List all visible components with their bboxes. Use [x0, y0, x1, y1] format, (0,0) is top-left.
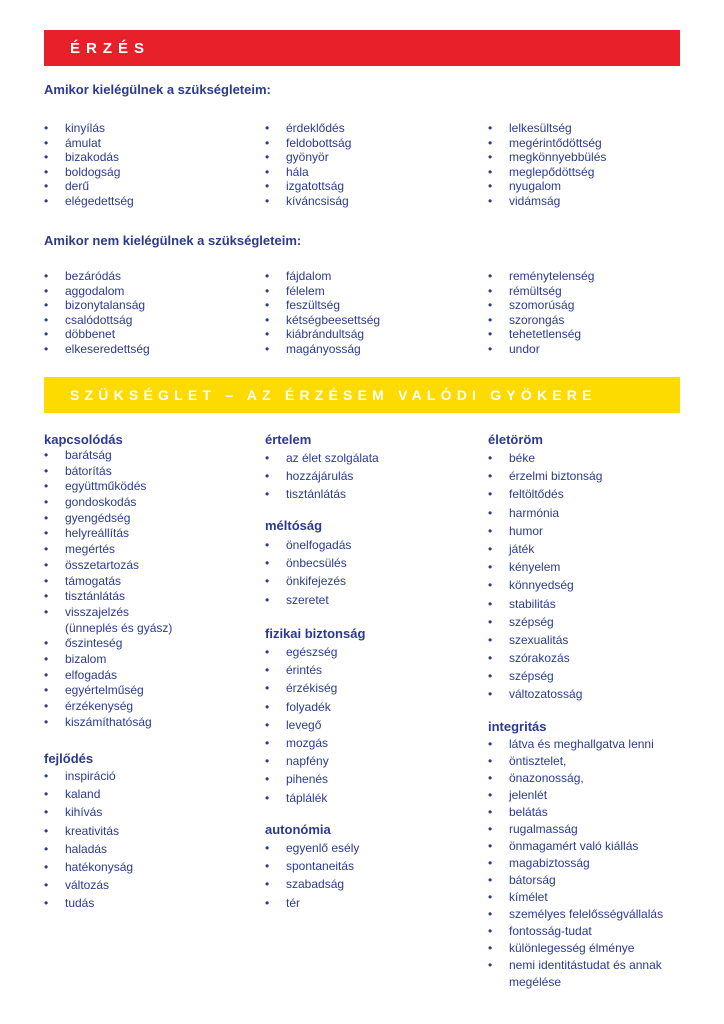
unmet-feelings-col-1-item: • elkeseredettség	[44, 342, 150, 357]
category-list-fejlodes-item: • haladás	[44, 840, 133, 858]
category-list-kapcsolodas-item: • elfogadás	[44, 668, 172, 684]
category-list-meltosag-item: • szeretet	[265, 591, 351, 609]
category-list-fejlodes-item: • kreativitás	[44, 822, 133, 840]
category-list-autonomia	[265, 839, 359, 912]
list-item-continuation: megélése	[509, 975, 562, 989]
category-list-integritas-item: • személyes felelősségvállalás	[488, 906, 663, 923]
category-list-kapcsolodas-item: • visszajelzés	[44, 605, 172, 621]
met-feelings-col-1-item: • elégedettség	[44, 194, 134, 209]
met-feelings-col-3-item: • nyugalom	[488, 179, 606, 194]
category-list-meltosag	[265, 536, 351, 609]
category-list-autonomia-item: • tér	[265, 894, 359, 912]
category-list-fizikai-biztonsag-item: • napfény	[265, 752, 337, 770]
unmet-feelings-col-2-item: • kétségbeesettség	[265, 313, 380, 328]
category-title-meltosag: méltóság	[265, 518, 323, 533]
unmet-feelings-col-1-item: • bezáródás	[44, 269, 150, 284]
category-list-integritas-item: • különlegesség élménye	[488, 940, 663, 957]
category-list-kapcsolodas	[44, 448, 172, 730]
unmet-feelings-col-2-item: • kiábrándultság	[265, 327, 380, 342]
met-feelings-col-3	[488, 121, 606, 209]
category-list-kapcsolodas-item: • egyértelműség	[44, 683, 172, 699]
category-list-kapcsolodas-item: • őszinteség	[44, 636, 172, 652]
category-list-meltosag-item: • önelfogadás	[265, 536, 351, 554]
category-list-integritas-item: • nemi identitástudat és annak	[488, 957, 663, 974]
met-feelings-col-2-item: • érdeklődés	[265, 121, 351, 136]
unmet-feelings-col-1-item: • aggodalom	[44, 284, 150, 299]
category-list-eletorom-item: • feltöltődés	[488, 485, 602, 503]
category-list-eletorom	[488, 449, 602, 704]
category-title-eletorom: életöröm	[488, 432, 543, 447]
category-list-fizikai-biztonsag	[265, 643, 337, 807]
category-list-integritas-item: • kímélet	[488, 889, 663, 906]
category-list-autonomia-item: • spontaneitás	[265, 857, 359, 875]
category-list-kapcsolodas-item: • barátság	[44, 448, 172, 464]
category-list-eletorom-item: • szépség	[488, 667, 602, 685]
category-list-kapcsolodas-item: • tisztánlátás	[44, 589, 172, 605]
category-list-integritas	[488, 736, 663, 991]
category-list-ertelem-item: • hozzájárulás	[265, 467, 379, 485]
category-list-kapcsolodas-item: • megértés	[44, 542, 172, 558]
category-list-fejlodes-item: • kaland	[44, 785, 133, 803]
category-list-integritas-item: • fontosság-tudat	[488, 923, 663, 940]
category-list-eletorom-item: • szórakozás	[488, 649, 602, 667]
needs-banner	[44, 377, 680, 413]
category-list-eletorom-item: • stabilitás	[488, 595, 602, 613]
category-list-integritas-item: • bátorság	[488, 872, 663, 889]
category-list-integritas-item: • jelenlét	[488, 787, 663, 804]
unmet-feelings-col-1-item: • csalódottság	[44, 313, 150, 328]
category-list-ertelem-item: • tisztánlátás	[265, 485, 379, 503]
category-list-eletorom-item: • harmónia	[488, 504, 602, 522]
met-feelings-col-3-item: • vidámság	[488, 194, 606, 209]
met-feelings-col-3-item: • meglepődöttség	[488, 165, 606, 180]
met-feelings-col-1-item: • boldogság	[44, 165, 134, 180]
category-list-fejlodes-item: • változás	[44, 876, 133, 894]
category-list-fizikai-biztonsag-item: • levegő	[265, 716, 337, 734]
category-list-fejlodes-item: • tudás	[44, 894, 133, 912]
category-list-fejlodes-item: • kihívás	[44, 803, 133, 821]
met-feelings-col-3-item: • megérintődöttség	[488, 136, 606, 151]
category-list-kapcsolodas-item: • érzékenység	[44, 699, 172, 715]
category-title-ertelem: értelem	[265, 432, 312, 447]
unmet-feelings-col-2-item: • félelem	[265, 284, 380, 299]
category-title-fizikai-biztonsag: fizikai biztonság	[265, 626, 366, 641]
unmet-feelings-col-3-item: • reménytelenség	[488, 269, 594, 284]
category-list-eletorom-item: • játék	[488, 540, 602, 558]
category-list-integritas-item: • magabiztosság	[488, 855, 663, 872]
list-item-continuation: (ünneplés és gyász)	[65, 620, 173, 635]
category-list-fejlodes-item: • inspiráció	[44, 767, 133, 785]
category-list-eletorom-item: • szépség	[488, 613, 602, 631]
unmet-feelings-col-1-item: • bizonytalanság	[44, 298, 150, 313]
needs-banner-title: SZÜKSÉGLET – AZ ÉRZÉSEM VALÓDI GYÖKERE	[70, 387, 597, 403]
category-list-meltosag-item: • önkifejezés	[265, 572, 351, 590]
category-list-kapcsolodas-item: • támogatás	[44, 574, 172, 590]
category-list-fizikai-biztonsag-item: • táplálék	[265, 789, 337, 807]
category-list-fizikai-biztonsag-item: • egészség	[265, 643, 337, 661]
category-list-fizikai-biztonsag-item: • érintés	[265, 661, 337, 679]
category-list-fizikai-biztonsag-item: • érzékiség	[265, 679, 337, 697]
feelings-banner-title: ÉRZÉS	[70, 39, 151, 57]
category-list-integritas-item: • önmagamért való kiállás	[488, 838, 663, 855]
category-list-fizikai-biztonsag-item: • mozgás	[265, 734, 337, 752]
met-feelings-col-2-item: • izgatottság	[265, 179, 351, 194]
category-title-autonomia: autonómia	[265, 822, 331, 837]
met-needs-heading: Amikor kielégülnek a szükségleteim:	[44, 82, 271, 97]
category-list-integritas-item: • öntisztelet,	[488, 753, 663, 770]
unmet-feelings-col-3-item: • undor	[488, 342, 594, 357]
category-list-integritas-item: • önazonosság,	[488, 770, 663, 787]
met-feelings-col-2	[265, 121, 351, 209]
category-list-fizikai-biztonsag-item: • pihenés	[265, 770, 337, 788]
category-list-kapcsolodas-item: • kiszámíthatóság	[44, 715, 172, 731]
category-list-fizikai-biztonsag-item: • folyadék	[265, 698, 337, 716]
category-title-fejlodes: fejlődés	[44, 751, 94, 766]
met-feelings-col-1-item: • derű	[44, 179, 134, 194]
met-feelings-col-2-item: • kíváncsiság	[265, 194, 351, 209]
category-list-kapcsolodas-item: • összetartozás	[44, 558, 172, 574]
category-list-kapcsolodas-item: • bizalom	[44, 652, 172, 668]
category-list-eletorom-item: • változatosság	[488, 685, 602, 703]
category-list-eletorom-item: • könnyedség	[488, 576, 602, 594]
met-feelings-col-3-item: • lelkesültség	[488, 121, 606, 136]
unmet-feelings-col-3	[488, 269, 594, 357]
category-list-meltosag-item: • önbecsülés	[265, 554, 351, 572]
category-list-integritas-item: • látva és meghallgatva lenni	[488, 736, 663, 753]
category-list-fejlodes-item: • hatékonyság	[44, 858, 133, 876]
met-feelings-col-3-item: • megkönnyebbülés	[488, 150, 606, 165]
met-feelings-col-1-item: • bizakodás	[44, 150, 134, 165]
unmet-feelings-col-3-item: • szorongás	[488, 313, 594, 328]
category-title-integritas: integritás	[488, 719, 547, 734]
met-feelings-col-1-item: • ámulat	[44, 136, 134, 151]
unmet-feelings-col-3-item: • tehetetlenség	[488, 327, 594, 342]
unmet-feelings-col-3-item: • rémültség	[488, 284, 594, 299]
category-list-ertelem	[265, 449, 379, 504]
unmet-feelings-col-2-item: • fájdalom	[265, 269, 380, 284]
category-list-autonomia-item: • szabadság	[265, 875, 359, 893]
category-list-kapcsolodas-item: • gyengédség	[44, 511, 172, 527]
unmet-feelings-col-1-item: • döbbenet	[44, 327, 150, 342]
unmet-feelings-col-2-item: • magányosság	[265, 342, 380, 357]
category-list-kapcsolodas-item: • együttműködés	[44, 479, 172, 495]
unmet-feelings-col-2-item: • feszültség	[265, 298, 380, 313]
met-feelings-col-2-item: • gyönyör	[265, 150, 351, 165]
category-list-ertelem-item: • az élet szolgálata	[265, 449, 379, 467]
met-feelings-col-2-item: • feldobottság	[265, 136, 351, 151]
category-list-kapcsolodas-item: • helyreállítás	[44, 526, 172, 542]
category-list-eletorom-item: • humor	[488, 522, 602, 540]
category-list-kapcsolodas-item: • gondoskodás	[44, 495, 172, 511]
unmet-feelings-col-3-item: • szomorúság	[488, 298, 594, 313]
met-feelings-col-1	[44, 121, 134, 209]
category-list-integritas-item: • rugalmasság	[488, 821, 663, 838]
unmet-feelings-col-1	[44, 269, 150, 357]
category-list-eletorom-item: • érzelmi biztonság	[488, 467, 602, 485]
category-list-eletorom-item: • kényelem	[488, 558, 602, 576]
unmet-feelings-col-2	[265, 269, 380, 357]
category-list-integritas-item: • belátás	[488, 804, 663, 821]
category-list-autonomia-item: • egyenlő esély	[265, 839, 359, 857]
category-list-eletorom-item: • szexualitás	[488, 631, 602, 649]
category-list-fejlodes	[44, 767, 133, 913]
unmet-needs-heading: Amikor nem kielégülnek a szükségleteim:	[44, 233, 302, 248]
met-feelings-col-2-item: • hála	[265, 165, 351, 180]
category-title-kapcsolodas: kapcsolódás	[44, 432, 123, 447]
category-list-kapcsolodas-item: • bátorítás	[44, 464, 172, 480]
feelings-banner	[44, 30, 680, 66]
category-list-eletorom-item: • béke	[488, 449, 602, 467]
met-feelings-col-1-item: • kinyílás	[44, 121, 134, 136]
